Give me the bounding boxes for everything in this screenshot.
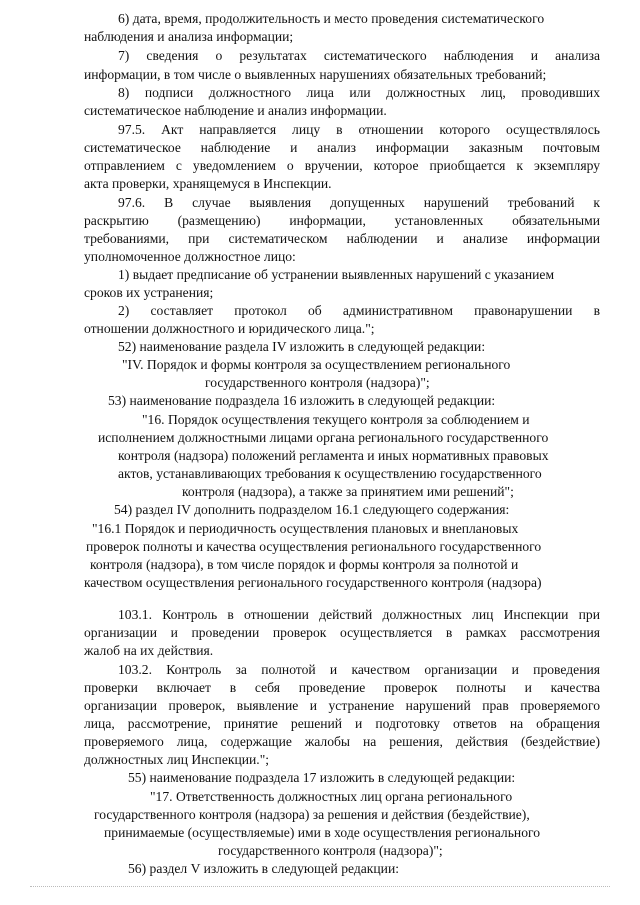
- text-line: "16. Порядок осуществления текущего контроля за соблюдением и: [142, 412, 530, 427]
- text-line: 2) составляет протокол об административном правонарушении в: [118, 303, 600, 318]
- text-line: государственного контроля (надзора)";: [218, 843, 443, 858]
- text-line: 1) выдает предписание об устранении выявленных нарушений с указанием: [118, 267, 555, 282]
- text-line: контроля (надзора), в том числе порядок и формы контроля за полнотой и: [90, 557, 519, 572]
- text-line: жалоб на их действия.: [84, 643, 214, 658]
- text-line: государственного контроля (надзора) за решения и действия (бездействие),: [94, 807, 530, 822]
- text-line: раскрытию (размещению) информации, установленных обязательными: [84, 213, 600, 228]
- text-line: "17. Ответственность должностных лиц органа регионального: [150, 789, 513, 804]
- scan-artifact-divider: [30, 886, 610, 887]
- text-line: 103.2. Контроль за полнотой и качеством организации и проведения: [118, 662, 600, 677]
- text-line: 6) дата, время, продолжительность и место проведения систематического: [118, 11, 545, 26]
- text-line: принимаемые (осуществляемые) ими в ходе осуществления регионального: [104, 825, 541, 840]
- text-line: 103.1. Контроль в отношении действий должностных лиц Инспекции при: [118, 607, 600, 622]
- text-line: уполномоченное должностное лицо:: [84, 249, 296, 264]
- text-line: лица, рассмотрение, принятие решений и подготовку ответов на обращения: [84, 716, 600, 731]
- text-line: 97.5. Акт направляется лицу в отношении которого осуществлялось: [118, 122, 600, 137]
- text-line: 8) подписи должностного лица или должностных лиц, проводивших: [118, 85, 600, 100]
- text-line: 56) раздел V изложить в следующей редакции:: [128, 861, 400, 876]
- text-line: проверок полноты и качества осуществления регионального государственного: [86, 539, 542, 554]
- text-line: наблюдения и анализа информации;: [84, 29, 294, 44]
- text-line: проверки включает в себя проведение проверок полноты и качества: [84, 680, 600, 695]
- text-line: систематическое наблюдение и анализ информации.: [84, 103, 387, 118]
- text-line: актов, устанавливающих требования к осуществлению государственного: [118, 466, 542, 481]
- text-line: контроля (надзора) положений регламента и иных нормативных правовых: [118, 448, 549, 463]
- text-line: организации проверок, выявление и устранение нарушений прав проверяемого: [84, 698, 600, 713]
- text-line: требованиями, при систематическом наблюдении и анализе информации: [84, 231, 600, 246]
- text-line: 54) раздел IV дополнить подразделом 16.1 следующего содержания:: [114, 502, 510, 517]
- text-line: отношении должностного и юридического лица.";: [84, 321, 375, 336]
- text-line: отправлением с уведомлением о вручении, которое приобщается к экземпляру: [84, 158, 600, 173]
- text-line: акта проверки, хранящемуся в Инспекции.: [84, 176, 332, 191]
- text-line: 7) сведения о результатах систематического наблюдения и анализа: [118, 48, 600, 63]
- text-line: 55) наименование подраздела 17 изложить в следующей редакции:: [128, 770, 516, 785]
- text-line: проверяемого лица, содержащие жалобы на решения, действия (бездействие): [84, 734, 600, 749]
- text-line: исполнением должностными лицами органа регионального государственного: [98, 430, 549, 445]
- text-line: сроков их устранения;: [84, 285, 214, 300]
- text-line: должностных лиц Инспекции.";: [84, 752, 270, 767]
- text-line: контроля (надзора), а также за принятием ими решений";: [182, 484, 514, 499]
- text-line: качеством осуществления регионального государственного контроля (надзора): [84, 575, 542, 590]
- text-line: организации и проведении проверок осуществляется в рамках рассмотрения: [84, 625, 600, 640]
- text-line: "IV. Порядок и формы контроля за осуществлением регионального: [122, 357, 511, 372]
- text-line: систематическое наблюдение и анализ информации заказным почтовым: [84, 140, 600, 155]
- text-line: 97.6. В случае выявления допущенных нарушений требований к: [118, 195, 600, 210]
- text-line: 53) наименование подраздела 16 изложить в следующей редакции:: [108, 393, 496, 408]
- text-line: "16.1 Порядок и периодичность осуществления плановых и внеплановых: [92, 521, 519, 536]
- text-line: государственного контроля (надзора)";: [205, 375, 430, 390]
- text-line: информации, в том числе о выявленных нарушениях обязательных требований;: [84, 67, 547, 82]
- text-line: 52) наименование раздела IV изложить в следующей редакции:: [118, 339, 486, 354]
